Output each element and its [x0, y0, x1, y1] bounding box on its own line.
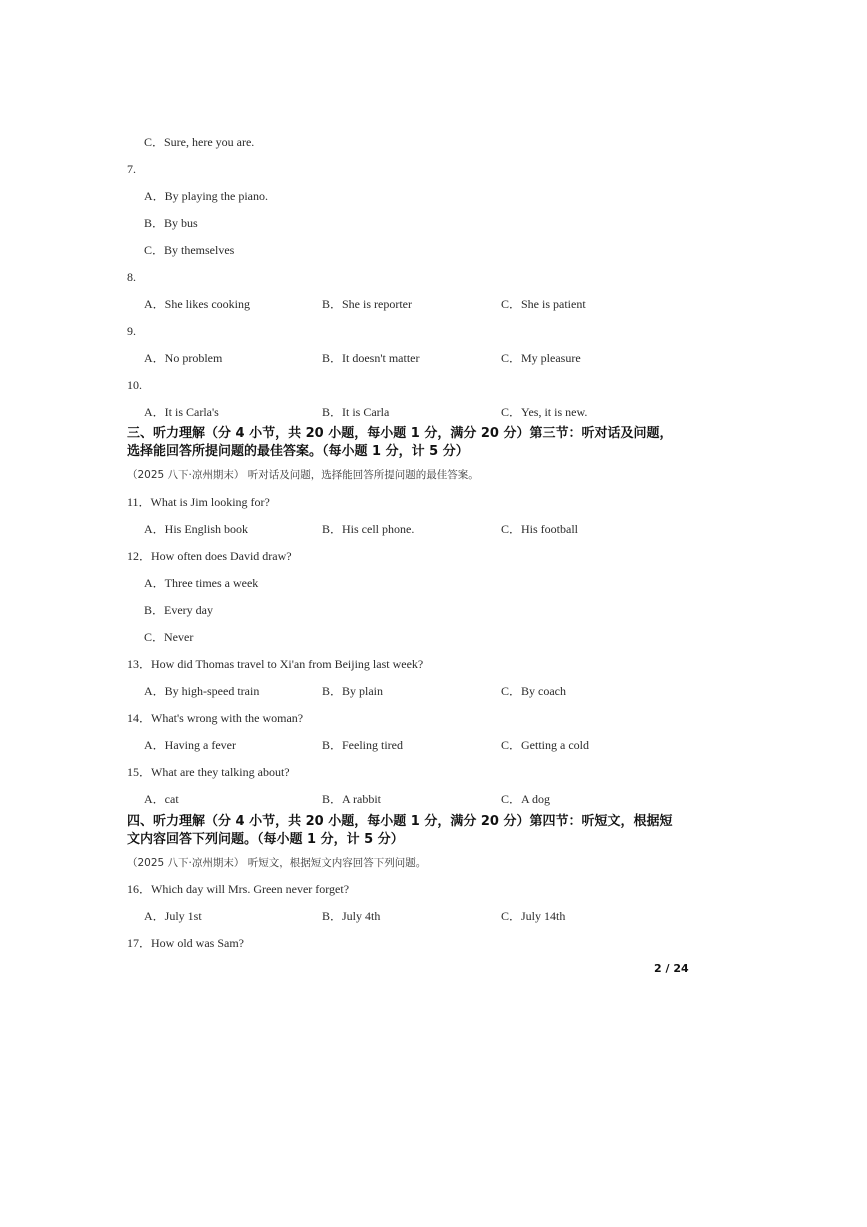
section3-source-note: （2025 八下·凉州期末） 听对话及问题，选择能回答所提问题的最佳答案。 [127, 469, 479, 481]
page-number: 2 / 24 [654, 962, 689, 975]
q10-option-b: B．It is Carla [322, 405, 390, 419]
q15-option-a: A．cat [144, 792, 179, 806]
q7-number: 7. [127, 162, 136, 176]
q15-question: 15．What are they talking about? [127, 765, 290, 779]
q16-question: 16．Which day will Mrs. Green never forget? [127, 882, 350, 896]
q13-question: 13．How did Thomas travel to Xi'an from Beijing last week? [127, 657, 424, 671]
q7-option-b: B．By bus [144, 216, 198, 230]
q15-option-b: B．A rabbit [322, 792, 381, 806]
q14-question: 14．What's wrong with the woman? [127, 711, 304, 725]
q9-option-a: A．No problem [144, 351, 223, 365]
q14-option-c: C．Getting a cold [501, 738, 589, 752]
q11-option-b: B．His cell phone. [322, 522, 415, 536]
q12-question: 12．How often does David draw? [127, 549, 292, 563]
q13-option-a: A．By high-speed train [144, 684, 260, 698]
q7-option-a: A．By playing the piano. [144, 189, 268, 203]
q9-option-c: C．My pleasure [501, 351, 581, 365]
section4-source-note: （2025 八下·凉州期末） 听短文，根据短文内容回答下列问题。 [127, 857, 427, 869]
section4-heading-line2: 文内容回答下列问题。（每小题 1 分，计 5 分） [127, 832, 404, 847]
q16-option-b: B．July 4th [322, 909, 381, 923]
q8-option-b: B．She is reporter [322, 297, 412, 311]
q6-option-c: C．Sure, here you are. [144, 135, 255, 149]
q15-option-c: C．A dog [501, 792, 551, 806]
section3-heading-line2: 选择能回答所提问题的最佳答案。（每小题 1 分，计 5 分） [127, 444, 469, 459]
q8-number: 8. [127, 270, 136, 284]
q17-question: 17．How old was Sam? [127, 936, 244, 950]
q12-option-c: C．Never [144, 630, 194, 644]
q16-option-a: A．July 1st [144, 909, 202, 923]
q8-option-c: C．She is patient [501, 297, 586, 311]
q10-option-c: C．Yes, it is new. [501, 405, 588, 419]
q12-option-b: B．Every day [144, 603, 213, 617]
q9-option-b: B．It doesn't matter [322, 351, 420, 365]
q13-option-b: B．By plain [322, 684, 384, 698]
q10-number: 10. [127, 378, 142, 392]
q7-option-c: C．By themselves [144, 243, 235, 257]
section4-heading-line1: 四、听力理解（分 4 小节，共 20 小题，每小题 1 分，满分 20 分）第四节：听短文，根据短 [127, 814, 673, 829]
q11-option-a: A．His English book [144, 522, 249, 536]
q8-option-a: A．She likes cooking [144, 297, 250, 311]
q11-question: 11．What is Jim looking for? [127, 495, 270, 509]
q16-option-c: C．July 14th [501, 909, 566, 923]
q12-option-a: A．Three times a week [144, 576, 259, 590]
q14-option-b: B．Feeling tired [322, 738, 403, 752]
q11-option-c: C．His football [501, 522, 578, 536]
section3-heading-line1: 三、听力理解（分 4 小节，共 20 小题，每小题 1 分，满分 20 分）第三节：听对话及问题， [127, 426, 673, 441]
q10-option-a: A．It is Carla's [144, 405, 219, 419]
q9-number: 9. [127, 324, 136, 338]
q14-option-a: A．Having a fever [144, 738, 236, 752]
q13-option-c: C．By coach [501, 684, 566, 698]
